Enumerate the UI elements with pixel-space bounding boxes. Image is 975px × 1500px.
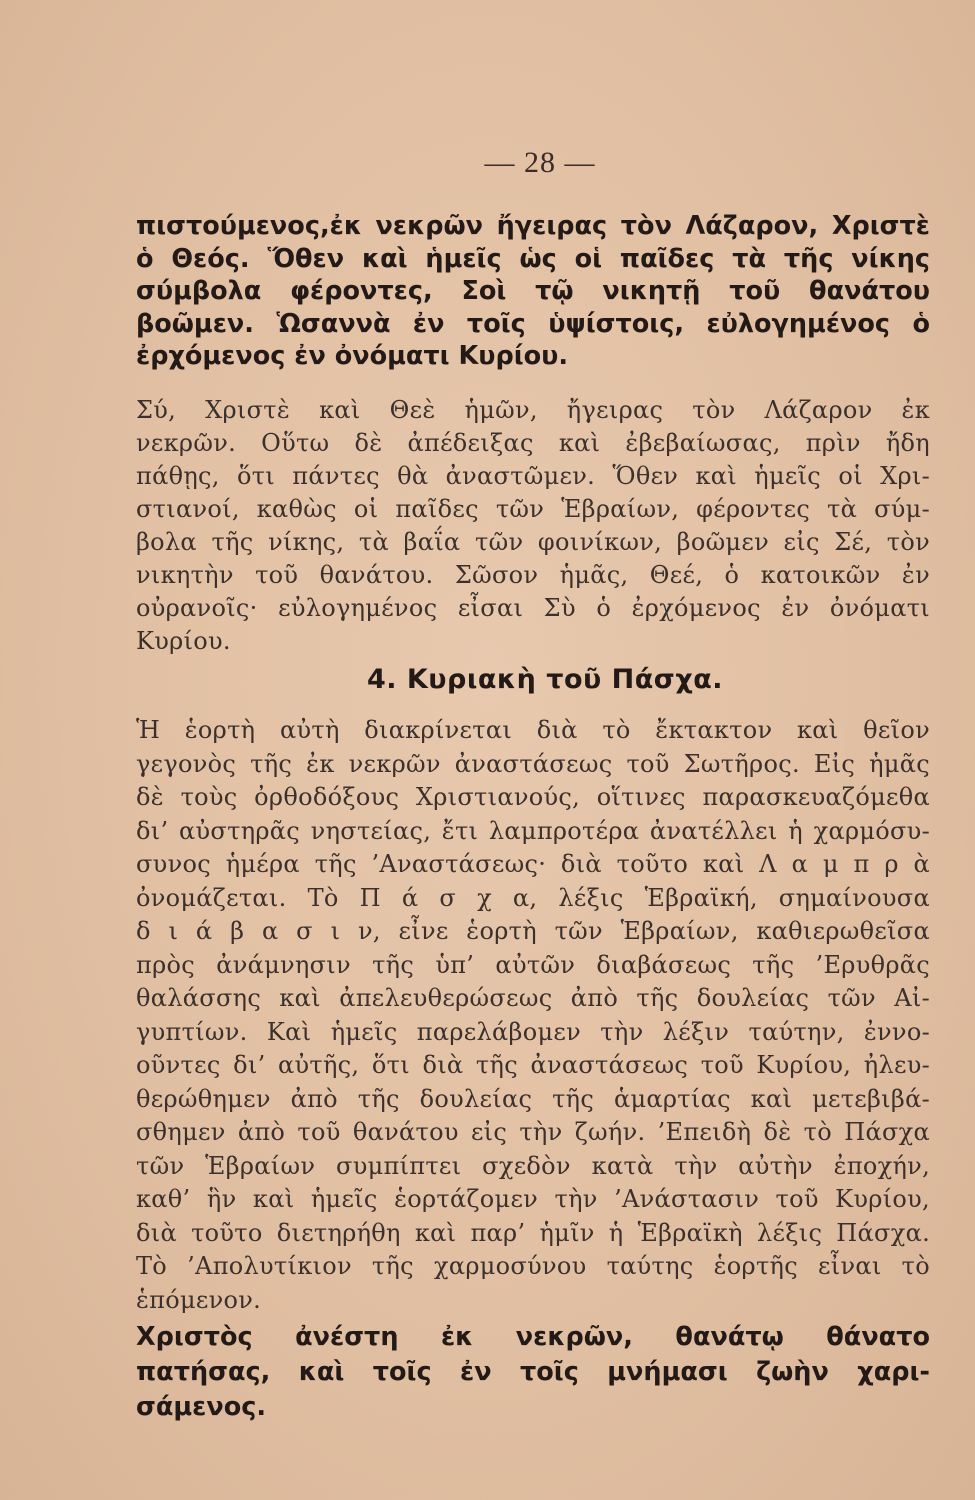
text-line: δὲ τοὺς ὀρθοδόξους Χριστιανούς, οἵτινες παρασκευαζόμεθα — [136, 783, 930, 811]
text-line: ἑπόμενον. — [136, 1285, 262, 1314]
text-line: πατήσας, καὶ τοῖς ἐν τοῖς μνήμασι ζωὴν χαρι- — [136, 1357, 930, 1387]
text-line: οὐρανοῖς· εὐλογημένος εἶσαι Σὺ ὁ ἐρχόμενος ἐν ὀνόματι — [136, 594, 930, 622]
text-line: τῶν Ἑβραίων συμπίπτει σχεδὸν κατὰ τὴν αὐτὴν ἐποχήν, — [136, 1151, 930, 1180]
text-line: Κυρίου. — [136, 627, 231, 655]
text-line: συνος ἡμέρα τῆς ’Αναστάσεως· διὰ τοῦτο καὶ Λ α μ π ρ ὰ — [136, 850, 930, 878]
text-line: πάθῃς, ὅτι πάντες θὰ ἀναστῶμεν. Ὅθεν καὶ ἡμεῖς οἱ Χρι- — [136, 462, 930, 490]
text-line: σθημεν ἀπὸ τοῦ θανάτου εἰς τὴν ζωήν. ’Επειδὴ δὲ τὸ Πάσχα — [136, 1118, 930, 1146]
text-line: πιστούμενος,ἐκ νεκρῶν ἤγειρας τὸν Λάζαρον, Χριστὲ — [136, 211, 930, 241]
page-number: — 28 — — [484, 146, 596, 179]
text-line: στιανοί, καθὼς οἱ παῖδες τῶν Ἑβραίων, φέροντες τὰ σύμ- — [136, 495, 930, 523]
text-line: βολα τῆς νίκης, τὰ βαΐα τῶν φοινίκων, βοῶμεν εἰς Σέ, τὸν — [136, 528, 930, 556]
text-line: δι’ αὐστηρᾶς νηστείας, ἔτι λαμπροτέρα ἀνατέλλει ἡ χαρμόσυ- — [136, 816, 930, 845]
text-line: σύμβολα φέροντες, Σοὶ τῷ νικητῇ τοῦ θανάτου — [136, 276, 930, 306]
text-line: καθ’ ἣν καὶ ἡμεῖς ἑορτάζομεν τὴν ’Ανάστασιν τοῦ Κυρίου, — [136, 1185, 930, 1213]
text-line: γυπτίων. Καὶ ἡμεῖς παρελάβομεν τὴν λέξιν ταύτην, ἐννο- — [136, 1017, 930, 1046]
text-line: νικητὴν τοῦ θανάτου. Σῶσον ἡμᾶς, Θεέ, ὁ κατοικῶν ἐν — [136, 561, 930, 589]
text-line: ὁ Θεός. Ὅθεν καὶ ἡμεῖς ὡς οἱ παῖδες τὰ τῆς νίκης — [136, 243, 930, 274]
text-line: διὰ τοῦτο διετηρήθη καὶ παρ’ ἡμῖν ἡ Ἑβραϊκὴ λέξις Πάσχα. — [136, 1218, 930, 1247]
paragraph-translation — [136, 394, 930, 658]
text-line: οῦντες δι’ αὐτῆς, ὅτι διὰ τῆς ἀναστάσεως τοῦ Κυρίου, ἠλευ- — [136, 1051, 930, 1079]
text-line: γεγονὸς τῆς ἐκ νεκρῶν ἀναστάσεως τοῦ Σωτῆρος. Εἰς ἡμᾶς — [136, 749, 930, 778]
text-line: πρὸς ἀνάμνησιν τῆς ὑπ’ αὐτῶν διαβάσεως τῆς ’Ερυθρᾶς — [136, 950, 930, 979]
paragraph-easter-explanation — [136, 714, 930, 1317]
paragraph-apolytikion-lazarus — [136, 210, 930, 373]
text-line: Τὸ ’Απολυτίκιον τῆς χαρμοσύνου ταύτης ἑορτῆς εἶναι τὸ — [136, 1252, 930, 1280]
text-line: δ ι ά β α σ ι ν, εἶνε ἑορτὴ τῶν Ἑβραίων, καθιερωθεῖσα — [136, 917, 930, 945]
text-line: νεκρῶν. Οὕτω δὲ ἀπέδειξας καὶ ἐβεβαίωσας, πρὶν ἤδη — [136, 429, 930, 457]
text-line: ἐρχόμενος ἐν ὀνόματι Κυρίου. — [136, 341, 569, 371]
text-line: θαλάσσης καὶ ἀπελευθερώσεως ἀπὸ τῆς δουλείας τῶν Αἰ- — [136, 984, 930, 1012]
text-line: Ἡ ἑορτὴ αὐτὴ διακρίνεται διὰ τὸ ἔκτακτον καὶ θεῖον — [136, 716, 930, 744]
text-line: Σύ, Χριστὲ καὶ Θεὲ ἡμῶν, ἤγειρας τὸν Λάζαρον ἐκ — [136, 396, 930, 424]
text-line: Χριστὸς ἀνέστη ἐκ νεκρῶν, θανάτῳ θάνατο — [136, 1322, 930, 1352]
text-line: σάμενος. — [136, 1392, 267, 1422]
text-line: ὀνομάζεται. Τὸ Π ά σ χ α, λέξις Ἑβραϊκή, σημαίνουσα — [136, 883, 930, 912]
text-line: βοῶμεν. Ὡσαννὰ ἐν τοῖς ὑψίστοις, εὐλογημένος ὁ — [136, 308, 930, 339]
text-line: θερώθημεν ἀπὸ τῆς δουλείας τῆς ἁμαρτίας καὶ μετεβιβά- — [136, 1084, 930, 1113]
paragraph-easter-hymn — [136, 1320, 930, 1425]
section-heading: 4. Κυριακὴ τοῦ Πάσχα. — [366, 664, 724, 695]
